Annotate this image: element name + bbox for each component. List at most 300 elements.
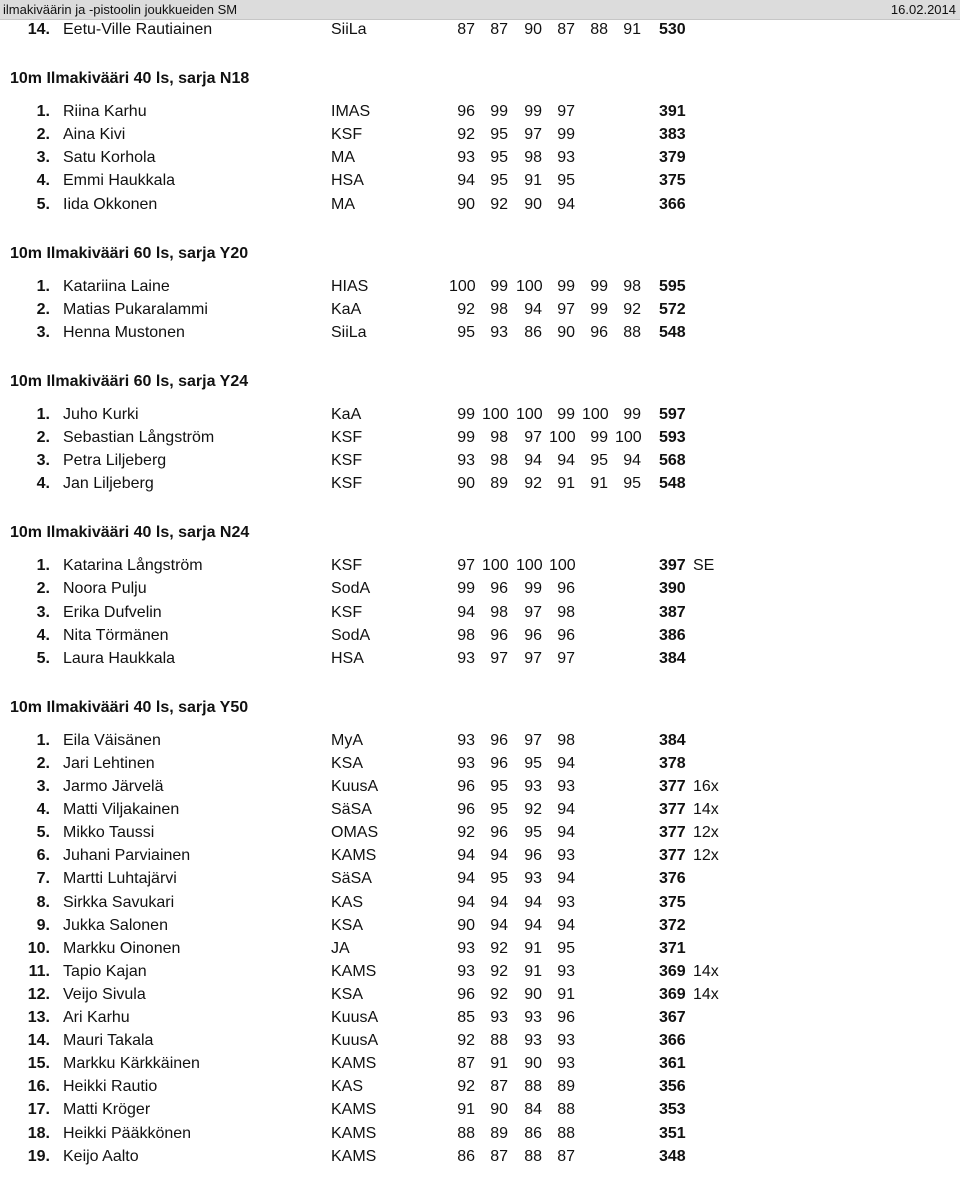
club: SiiLa — [331, 323, 367, 341]
result-row — [0, 473, 960, 495]
club: KSF — [331, 452, 363, 470]
series-score: 93 — [557, 778, 575, 795]
club: KAS — [331, 1078, 364, 1096]
athlete-name: Mikko Taussi — [63, 824, 155, 842]
athlete-name: Tapio Kajan — [63, 962, 147, 980]
page-header — [0, 0, 960, 20]
rank: 2. — [36, 300, 50, 318]
athlete-name: Jarmo Järvelä — [63, 778, 164, 795]
total-score: 371 — [659, 939, 686, 957]
club: KAMS — [331, 962, 377, 980]
rank: 5. — [36, 824, 50, 842]
result-row — [0, 1146, 960, 1168]
document-date: 16.02.2014 — [890, 2, 956, 17]
series-score: 94 — [457, 870, 475, 888]
series-score: 92 — [457, 824, 475, 842]
result-row — [0, 845, 960, 867]
series-score: 85 — [457, 1009, 475, 1026]
result-row — [0, 776, 960, 798]
club: KSA — [331, 754, 364, 772]
series-score: 94 — [490, 916, 508, 934]
series-score: 93 — [524, 1009, 542, 1026]
club: MA — [331, 195, 355, 213]
section-title: 10m Ilmakivääri 40 ls, sarja Y50 — [10, 698, 249, 716]
club: HIAS — [331, 277, 369, 295]
rank: 19. — [27, 1147, 50, 1165]
total-score: 386 — [659, 626, 686, 644]
rank: 2. — [36, 429, 50, 446]
section-title: 10m Ilmakivääri 60 ls, sarja Y24 — [10, 372, 249, 390]
rank: 3. — [36, 149, 50, 167]
series-score: 92 — [623, 300, 641, 318]
series-score: 91 — [457, 1101, 475, 1119]
rank: 4. — [36, 475, 50, 493]
series-score: 96 — [557, 626, 575, 644]
result-row — [0, 299, 960, 321]
series-score: 92 — [457, 1078, 475, 1096]
result-row — [0, 625, 960, 647]
athlete-name: Riina Karhu — [63, 103, 147, 121]
series-score: 99 — [457, 429, 475, 446]
series-score: 98 — [557, 603, 575, 621]
total-score: 366 — [659, 195, 686, 213]
series-score: 100 — [582, 405, 609, 423]
total-score: 391 — [659, 103, 686, 121]
series-score: 97 — [524, 603, 542, 621]
series-score: 100 — [516, 405, 543, 423]
series-score: 98 — [490, 452, 508, 470]
athlete-name: Markku Oinonen — [63, 939, 181, 957]
series-score: 95 — [490, 172, 508, 190]
series-score: 87 — [490, 1147, 508, 1165]
note: 16x — [693, 778, 719, 795]
club: KSA — [331, 985, 364, 1003]
series-score: 99 — [590, 277, 608, 295]
series-score: 98 — [623, 277, 641, 295]
club: KaA — [331, 405, 362, 423]
total-score: 353 — [659, 1101, 686, 1119]
series-score: 90 — [524, 195, 542, 213]
club: KaA — [331, 300, 362, 318]
club: KAMS — [331, 1124, 377, 1142]
result-row — [0, 170, 960, 192]
series-score: 89 — [490, 1124, 508, 1142]
total-score: 366 — [659, 1032, 686, 1050]
athlete-name: Satu Korhola — [63, 149, 156, 167]
series-score: 94 — [557, 801, 575, 819]
athlete-name: Ari Karhu — [63, 1009, 130, 1026]
athlete-name: Eetu-Ville Rautiainen — [63, 21, 213, 38]
total-score: 377 — [659, 778, 686, 795]
note: 14x — [693, 962, 719, 980]
athlete-name: Mauri Takala — [63, 1032, 154, 1050]
result-row — [0, 1123, 960, 1145]
document-title: ilmakiväärin ja -pistoolin joukkueiden SM — [3, 2, 238, 17]
series-score: 100 — [549, 429, 576, 446]
result-row — [0, 648, 960, 670]
athlete-name: Eila Väisänen — [63, 731, 161, 749]
series-score: 93 — [524, 1032, 542, 1050]
series-score: 88 — [557, 1101, 575, 1119]
series-score: 99 — [557, 126, 575, 144]
athlete-name: Noora Pulju — [63, 580, 147, 598]
total-score: 568 — [659, 452, 686, 470]
series-score: 95 — [623, 475, 641, 493]
series-score: 84 — [524, 1101, 542, 1119]
series-score: 96 — [557, 580, 575, 598]
total-score: 369 — [659, 985, 686, 1003]
club: KuusA — [331, 1009, 379, 1026]
series-score: 90 — [457, 916, 475, 934]
rank: 13. — [27, 1009, 50, 1026]
series-score: 97 — [557, 649, 575, 667]
athlete-name: Jari Lehtinen — [63, 754, 155, 772]
series-score: 91 — [524, 172, 542, 190]
series-score: 94 — [557, 754, 575, 772]
athlete-name: Sebastian Långström — [63, 429, 215, 446]
total-score: 375 — [659, 172, 686, 190]
series-score: 96 — [557, 1009, 575, 1026]
series-score: 95 — [457, 323, 475, 341]
series-score: 96 — [490, 580, 508, 598]
series-score: 87 — [490, 1078, 508, 1096]
athlete-name: Heikki Rautio — [63, 1078, 158, 1096]
club: KSF — [331, 126, 363, 144]
athlete-name: Jukka Salonen — [63, 916, 168, 934]
result-row — [0, 450, 960, 472]
series-score: 95 — [490, 126, 508, 144]
note: 14x — [693, 985, 719, 1003]
series-score: 92 — [490, 195, 508, 213]
series-score: 94 — [557, 870, 575, 888]
athlete-name: Iida Okkonen — [63, 195, 158, 213]
club: JA — [331, 939, 350, 957]
club: HSA — [331, 649, 364, 667]
rank: 8. — [36, 893, 50, 911]
result-row — [0, 753, 960, 775]
series-score: 94 — [524, 452, 542, 470]
series-score: 95 — [524, 824, 542, 842]
athlete-name: Juhani Parviainen — [63, 847, 191, 865]
series-score: 98 — [490, 429, 508, 446]
rank: 1. — [36, 731, 50, 749]
athlete-name: Heikki Pääkkönen — [63, 1124, 192, 1142]
series-score: 95 — [490, 149, 508, 167]
result-row — [0, 822, 960, 844]
series-score: 94 — [524, 300, 542, 318]
series-score: 100 — [516, 277, 543, 295]
rank: 14. — [27, 1032, 50, 1050]
series-score: 99 — [623, 405, 641, 423]
athlete-name: Matti Kröger — [63, 1101, 151, 1119]
result-row — [0, 799, 960, 821]
club: SiiLa — [331, 21, 367, 38]
result-row — [0, 1076, 960, 1098]
series-score: 95 — [557, 939, 575, 957]
rank: 9. — [36, 916, 50, 934]
athlete-name: Emmi Haukkala — [63, 172, 176, 190]
series-score: 92 — [457, 1032, 475, 1050]
rank: 12. — [27, 985, 50, 1003]
rank: 7. — [36, 870, 50, 888]
total-score: 348 — [659, 1147, 686, 1165]
result-row — [0, 1053, 960, 1075]
series-score: 96 — [457, 985, 475, 1003]
total-score: 377 — [659, 801, 686, 819]
club: SodA — [331, 626, 371, 644]
series-score: 100 — [516, 557, 543, 575]
total-score: 367 — [659, 1009, 686, 1026]
series-score: 94 — [524, 893, 542, 911]
series-score: 91 — [590, 475, 608, 493]
rank: 1. — [36, 277, 50, 295]
series-score: 93 — [524, 870, 542, 888]
series-score: 97 — [524, 731, 542, 749]
series-score: 86 — [524, 323, 542, 341]
series-score: 99 — [457, 405, 475, 423]
club: KSF — [331, 557, 363, 575]
club: KSF — [331, 475, 363, 493]
total-score: 595 — [659, 277, 686, 295]
series-score: 93 — [457, 149, 475, 167]
series-score: 100 — [482, 405, 509, 423]
rank: 1. — [36, 103, 50, 121]
series-score: 92 — [490, 985, 508, 1003]
club: KAS — [331, 893, 364, 911]
series-score: 93 — [457, 731, 475, 749]
result-row — [0, 578, 960, 600]
series-score: 93 — [457, 939, 475, 957]
result-row — [0, 868, 960, 890]
athlete-name: Erika Dufvelin — [63, 603, 162, 621]
rank: 1. — [36, 405, 50, 423]
series-score: 93 — [524, 778, 542, 795]
rank: 14. — [27, 21, 50, 38]
series-score: 88 — [557, 1124, 575, 1142]
result-row — [0, 1030, 960, 1052]
section-title: 10m Ilmakivääri 60 ls, sarja Y20 — [10, 244, 249, 262]
total-score: 377 — [659, 847, 686, 865]
rank: 15. — [27, 1055, 50, 1073]
club: KuusA — [331, 778, 379, 795]
club: KAMS — [331, 847, 377, 865]
total-score: 384 — [659, 731, 686, 749]
series-score: 90 — [524, 1055, 542, 1073]
series-score: 95 — [524, 754, 542, 772]
total-score: 356 — [659, 1078, 686, 1096]
total-score: 372 — [659, 916, 686, 934]
series-score: 89 — [490, 475, 508, 493]
series-score: 93 — [490, 323, 508, 341]
series-score: 91 — [623, 21, 641, 38]
series-score: 91 — [557, 985, 575, 1003]
result-row — [0, 322, 960, 344]
series-score: 95 — [590, 452, 608, 470]
club: KSF — [331, 603, 363, 621]
result-row — [0, 124, 960, 146]
series-score: 99 — [557, 405, 575, 423]
rank: 5. — [36, 195, 50, 213]
athlete-name: Sirkka Savukari — [63, 893, 175, 911]
series-score: 97 — [524, 126, 542, 144]
series-score: 90 — [524, 985, 542, 1003]
series-score: 87 — [557, 1147, 575, 1165]
club: SodA — [331, 580, 371, 598]
section-title: 10m Ilmakivääri 40 ls, sarja N18 — [10, 70, 250, 88]
rank: 16. — [27, 1078, 50, 1096]
series-score: 94 — [557, 195, 575, 213]
series-score: 91 — [490, 1055, 508, 1073]
series-score: 98 — [457, 626, 475, 644]
total-score: 361 — [659, 1055, 686, 1073]
athlete-name: Aina Kivi — [63, 126, 126, 144]
series-score: 95 — [557, 172, 575, 190]
result-row — [0, 194, 960, 216]
series-score: 96 — [524, 847, 542, 865]
athlete-name: Matti Viljakainen — [63, 801, 180, 819]
series-score: 90 — [557, 323, 575, 341]
series-score: 94 — [557, 916, 575, 934]
total-score: 597 — [659, 405, 686, 423]
result-row — [0, 1007, 960, 1029]
result-row — [0, 984, 960, 1006]
club: KAMS — [331, 1147, 377, 1165]
series-score: 97 — [490, 649, 508, 667]
athlete-name: Petra Liljeberg — [63, 452, 167, 470]
club: KSF — [331, 429, 363, 446]
series-score: 90 — [457, 195, 475, 213]
series-score: 87 — [457, 1055, 475, 1073]
rank: 5. — [36, 649, 50, 667]
series-score: 96 — [490, 754, 508, 772]
series-score: 90 — [457, 475, 475, 493]
result-row — [0, 276, 960, 298]
series-score: 97 — [524, 649, 542, 667]
athlete-name: Juho Kurki — [63, 405, 139, 423]
series-score: 96 — [490, 731, 508, 749]
series-score: 88 — [524, 1147, 542, 1165]
series-score: 90 — [490, 1101, 508, 1119]
series-score: 88 — [590, 21, 608, 38]
club: SäSA — [331, 801, 372, 819]
athlete-name: Nita Törmänen — [63, 626, 169, 644]
total-score: 548 — [659, 323, 686, 341]
series-score: 93 — [557, 847, 575, 865]
series-score: 100 — [549, 557, 576, 575]
series-score: 99 — [524, 103, 542, 121]
note: 14x — [693, 801, 719, 819]
rank: 1. — [36, 557, 50, 575]
series-score: 91 — [524, 939, 542, 957]
series-score: 93 — [457, 754, 475, 772]
series-score: 88 — [524, 1078, 542, 1096]
club: KuusA — [331, 1032, 379, 1050]
club: OMAS — [331, 824, 379, 842]
series-score: 93 — [457, 452, 475, 470]
total-score: 376 — [659, 870, 686, 888]
series-score: 93 — [557, 1055, 575, 1073]
series-score: 98 — [490, 300, 508, 318]
athlete-name: Markku Kärkkäinen — [63, 1055, 200, 1073]
rank: 2. — [36, 580, 50, 598]
total-score: 383 — [659, 126, 686, 144]
series-score: 99 — [524, 580, 542, 598]
athlete-name: Laura Haukkala — [63, 649, 176, 667]
series-score: 94 — [457, 893, 475, 911]
series-score: 94 — [623, 452, 641, 470]
series-score: 96 — [490, 626, 508, 644]
rank: 4. — [36, 172, 50, 190]
series-score: 94 — [557, 452, 575, 470]
total-score: 387 — [659, 603, 686, 621]
series-score: 98 — [557, 731, 575, 749]
series-score: 98 — [490, 603, 508, 621]
series-score: 88 — [490, 1032, 508, 1050]
series-score: 86 — [524, 1124, 542, 1142]
series-score: 94 — [457, 603, 475, 621]
rank: 3. — [36, 452, 50, 470]
athlete-name: Jan Liljeberg — [63, 475, 154, 493]
total-score: 593 — [659, 429, 686, 446]
athlete-name: Veijo Sivula — [63, 985, 146, 1003]
series-score: 96 — [490, 824, 508, 842]
rank: 3. — [36, 603, 50, 621]
rank: 11. — [28, 962, 50, 980]
series-score: 97 — [557, 300, 575, 318]
result-row — [0, 101, 960, 123]
series-score: 94 — [457, 172, 475, 190]
note: 12x — [693, 824, 719, 842]
total-score: 378 — [659, 754, 686, 772]
series-score: 89 — [557, 1078, 575, 1096]
total-score: 379 — [659, 149, 686, 167]
rank: 17. — [27, 1101, 50, 1119]
result-row — [0, 961, 960, 983]
total-score: 351 — [659, 1124, 686, 1142]
athlete-name: Matias Pukaralammi — [63, 300, 208, 318]
club: KSA — [331, 916, 364, 934]
total-score: 397 — [659, 557, 686, 575]
result-row — [0, 404, 960, 426]
series-score: 92 — [490, 962, 508, 980]
rank: 18. — [27, 1124, 50, 1142]
total-score: 369 — [659, 962, 686, 980]
series-score: 99 — [590, 429, 608, 446]
series-score: 94 — [557, 824, 575, 842]
rank: 4. — [36, 626, 50, 644]
total-score: 530 — [659, 21, 686, 38]
series-score: 97 — [457, 557, 475, 575]
series-score: 96 — [457, 778, 475, 795]
rank: 2. — [36, 126, 50, 144]
series-score: 92 — [490, 939, 508, 957]
athlete-name: Henna Mustonen — [63, 323, 185, 341]
series-score: 93 — [557, 149, 575, 167]
athlete-name: Katariina Laine — [63, 277, 170, 295]
series-score: 88 — [623, 323, 641, 341]
series-score: 100 — [615, 429, 642, 446]
result-row — [0, 730, 960, 752]
series-score: 100 — [449, 277, 476, 295]
rank: 3. — [36, 778, 50, 795]
total-score: 377 — [659, 824, 686, 842]
club: SäSA — [331, 870, 372, 888]
series-score: 99 — [457, 580, 475, 598]
series-score: 88 — [457, 1124, 475, 1142]
result-row — [0, 555, 960, 577]
series-score: 99 — [490, 277, 508, 295]
series-score: 95 — [490, 870, 508, 888]
